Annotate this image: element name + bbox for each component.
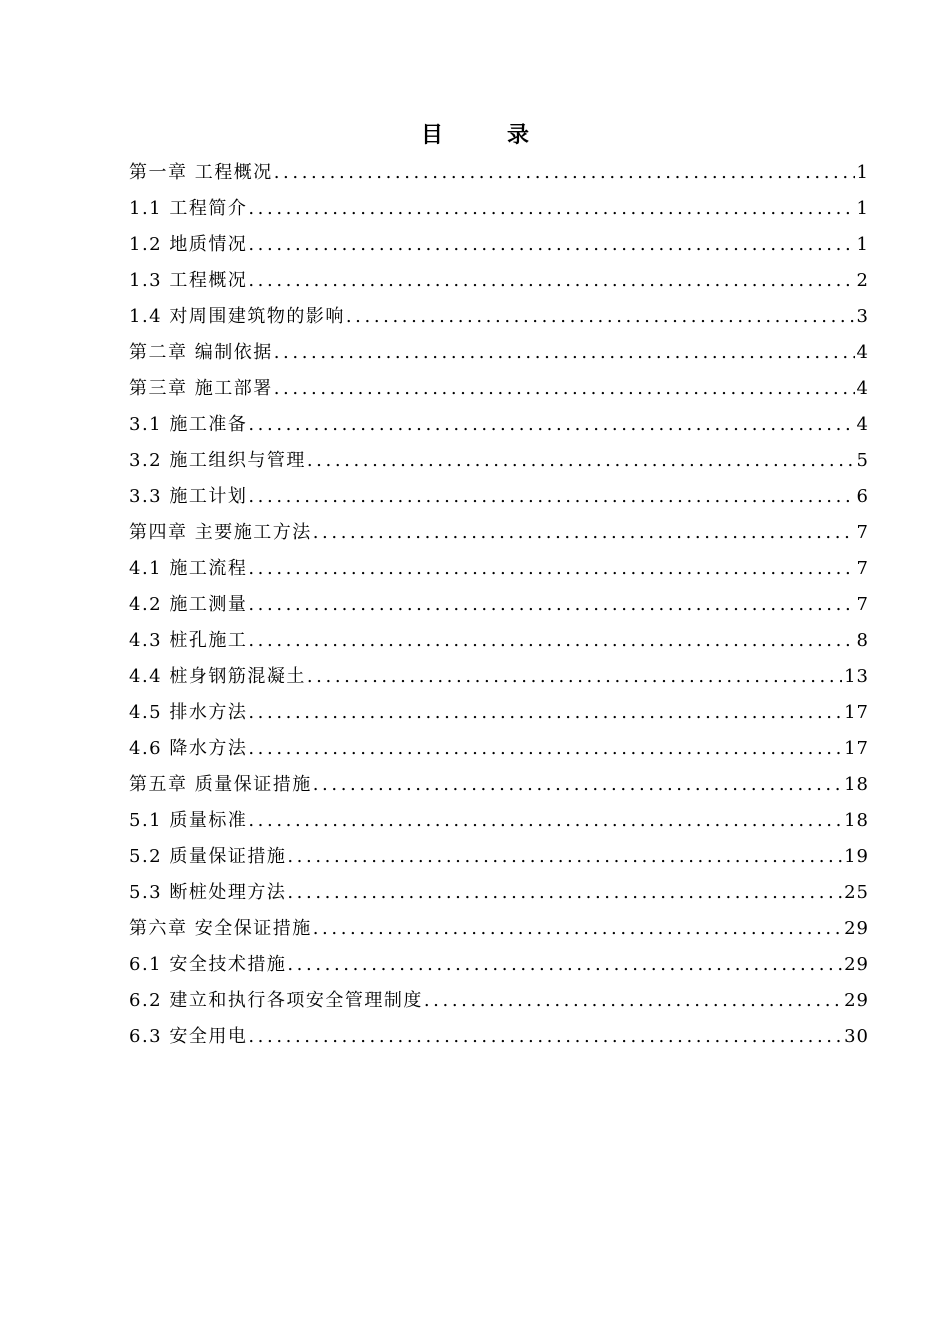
toc-entry-page: 4 — [856, 378, 869, 399]
toc-entry-label: 3.3 施工计划 — [129, 486, 248, 507]
toc-entry-page: 30 — [844, 1026, 869, 1047]
toc-entry-label: 4.6 降水方法 — [129, 738, 248, 759]
toc-entry-chapter-1[interactable] — [129, 155, 869, 191]
toc-entry-1-2[interactable] — [129, 227, 869, 263]
toc-entry-label: 6.2 建立和执行各项安全管理制度 — [129, 990, 423, 1011]
toc-entry-page: 13 — [844, 666, 869, 687]
toc-entry-page: 4 — [856, 342, 869, 363]
toc-leader-dots — [248, 191, 854, 227]
toc-leader-dots — [346, 299, 855, 335]
toc-leader-dots — [248, 587, 854, 623]
toc-entry-4-5[interactable] — [129, 695, 869, 731]
toc-entry-page: 29 — [844, 918, 869, 939]
toc-entry-3-2[interactable] — [129, 443, 869, 479]
toc-entry-label: 1.1 工程简介 — [129, 198, 248, 219]
toc-entry-label: 4.4 桩身钢筋混凝土 — [129, 666, 306, 687]
toc-entry-page: 1 — [856, 198, 869, 219]
toc-entry-page: 25 — [844, 882, 869, 903]
toc-entry-label: 6.1 安全技术措施 — [129, 954, 287, 975]
toc-entry-page: 7 — [856, 522, 869, 543]
toc-entry-chapter-5[interactable] — [129, 767, 869, 803]
toc-entry-6-1[interactable] — [129, 947, 869, 983]
toc-entry-4-2[interactable] — [129, 587, 869, 623]
toc-entry-label: 第六章 安全保证措施 — [129, 918, 312, 939]
toc-entry-4-3[interactable] — [129, 623, 869, 659]
toc-entry-page: 4 — [856, 414, 869, 435]
toc-entry-label: 1.3 工程概况 — [129, 270, 248, 291]
toc-entry-label: 第四章 主要施工方法 — [129, 522, 312, 543]
toc-entry-page: 29 — [844, 954, 869, 975]
toc-entry-page: 3 — [856, 306, 869, 327]
toc-leader-dots — [287, 947, 842, 983]
toc-leader-dots — [274, 335, 855, 371]
toc-entry-6-2[interactable] — [129, 983, 869, 1019]
toc-entry-1-4[interactable] — [129, 299, 869, 335]
toc-entry-chapter-4[interactable] — [129, 515, 869, 551]
toc-entry-1-3[interactable] — [129, 263, 869, 299]
toc-leader-dots — [313, 515, 855, 551]
toc-entry-label: 1.2 地质情况 — [129, 234, 248, 255]
toc-leader-dots — [287, 839, 842, 875]
toc-leader-dots — [287, 875, 842, 911]
toc-entry-page: 6 — [856, 486, 869, 507]
toc-entry-page: 2 — [856, 270, 869, 291]
toc-entry-label: 第一章 工程概况 — [129, 162, 273, 183]
toc-entry-label: 第二章 编制依据 — [129, 342, 273, 363]
toc-entry-label: 第三章 施工部署 — [129, 378, 273, 399]
toc-title-left: 目 — [420, 122, 443, 148]
toc-entry-5-2[interactable] — [129, 839, 869, 875]
toc-title — [0, 118, 950, 149]
toc-entry-4-1[interactable] — [129, 551, 869, 587]
toc-entry-label: 5.2 质量保证措施 — [129, 846, 287, 867]
toc-leader-dots — [248, 407, 854, 443]
toc-leader-dots — [307, 443, 855, 479]
toc-entry-page: 5 — [856, 450, 869, 471]
toc-title-right: 录 — [507, 122, 530, 148]
toc-entry-page: 1 — [856, 234, 869, 255]
toc-leader-dots — [274, 155, 855, 191]
toc-leader-dots — [307, 659, 842, 695]
toc-entry-page: 18 — [844, 810, 869, 831]
toc-leader-dots — [248, 479, 854, 515]
toc-entry-5-3[interactable] — [129, 875, 869, 911]
toc-leader-dots — [313, 911, 842, 947]
toc-leader-dots — [274, 371, 855, 407]
toc-entry-chapter-2[interactable] — [129, 335, 869, 371]
toc-leader-dots — [248, 551, 854, 587]
toc-entry-label: 4.1 施工流程 — [129, 558, 248, 579]
toc-list — [129, 155, 869, 1055]
toc-entry-5-1[interactable] — [129, 803, 869, 839]
toc-leader-dots — [248, 227, 854, 263]
toc-leader-dots — [248, 1019, 842, 1055]
toc-entry-4-4[interactable] — [129, 659, 869, 695]
toc-entry-label: 第五章 质量保证措施 — [129, 774, 312, 795]
toc-entry-page: 19 — [844, 846, 869, 867]
toc-leader-dots — [248, 803, 842, 839]
toc-leader-dots — [248, 731, 842, 767]
toc-entry-label: 5.3 断桩处理方法 — [129, 882, 287, 903]
toc-entry-label: 4.3 桩孔施工 — [129, 630, 248, 651]
toc-entry-label: 3.2 施工组织与管理 — [129, 450, 306, 471]
toc-entry-label: 5.1 质量标准 — [129, 810, 248, 831]
toc-entry-3-1[interactable] — [129, 407, 869, 443]
toc-leader-dots — [313, 767, 842, 803]
toc-entry-chapter-3[interactable] — [129, 371, 869, 407]
toc-leader-dots — [248, 263, 854, 299]
toc-entry-page: 17 — [844, 702, 869, 723]
toc-entry-page: 29 — [844, 990, 869, 1011]
toc-entry-label: 3.1 施工准备 — [129, 414, 248, 435]
toc-entry-1-1[interactable] — [129, 191, 869, 227]
toc-entry-page: 18 — [844, 774, 869, 795]
toc-leader-dots — [424, 983, 842, 1019]
toc-leader-dots — [248, 623, 854, 659]
toc-leader-dots — [248, 695, 842, 731]
toc-entry-label: 6.3 安全用电 — [129, 1026, 248, 1047]
toc-entry-6-3[interactable] — [129, 1019, 869, 1055]
toc-entry-page: 8 — [856, 630, 869, 651]
toc-entry-3-3[interactable] — [129, 479, 869, 515]
toc-entry-label: 4.2 施工测量 — [129, 594, 248, 615]
toc-entry-label: 1.4 对周围建筑物的影响 — [129, 306, 345, 327]
toc-entry-page: 1 — [856, 162, 869, 183]
toc-entry-page: 17 — [844, 738, 869, 759]
toc-entry-label: 4.5 排水方法 — [129, 702, 248, 723]
toc-entry-chapter-6[interactable] — [129, 911, 869, 947]
toc-entry-page: 7 — [856, 594, 869, 615]
toc-entry-4-6[interactable] — [129, 731, 869, 767]
toc-entry-page: 7 — [856, 558, 869, 579]
